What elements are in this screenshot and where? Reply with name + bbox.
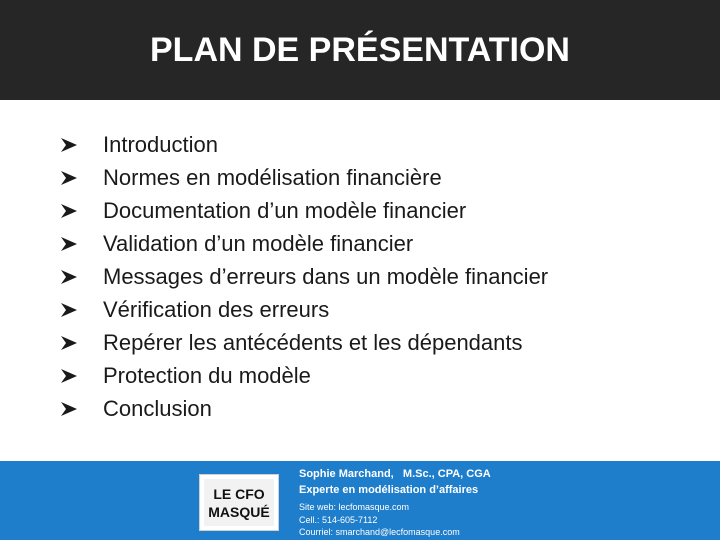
arrowhead-bullet-icon — [60, 368, 78, 384]
contact-name: Sophie Marchand, M.Sc., CPA, CGA — [299, 468, 491, 480]
title-bar — [0, 0, 720, 100]
contact-block — [299, 466, 491, 539]
logo-line-1: LE CFO — [213, 485, 265, 502]
company-logo — [199, 474, 279, 531]
arrowhead-bullet-icon — [60, 203, 78, 219]
contact-email: Courriel: smarchand@lecfomasque.com — [299, 527, 460, 537]
slide-title: PLAN DE PRÉSENTATION — [150, 31, 570, 69]
arrowhead-bullet-icon — [60, 137, 78, 153]
agenda-item-label: Documentation d’un modèle financier — [103, 198, 467, 223]
logo-line-2: MASQUÉ — [208, 503, 270, 520]
agenda-item-label: Vérification des erreurs — [103, 297, 330, 322]
contact-website: Site web: lecfomasque.com — [299, 502, 410, 512]
arrowhead-bullet-icon — [60, 302, 78, 318]
agenda-item-label: Conclusion — [103, 396, 212, 421]
arrowhead-bullet-icon — [60, 170, 78, 186]
agenda-item-label: Protection du modèle — [103, 363, 311, 388]
arrowhead-bullet-icon — [60, 401, 78, 417]
arrowhead-bullet-icon — [60, 269, 78, 285]
agenda-item-label: Introduction — [103, 132, 218, 157]
agenda-item-label: Repérer les antécédents et les dépendants — [103, 330, 523, 355]
agenda-item-label: Validation d’un modèle financier — [103, 231, 414, 256]
arrowhead-bullet-icon — [60, 236, 78, 252]
arrowhead-bullet-icon — [60, 335, 78, 351]
agenda-item-label: Normes en modélisation financière — [103, 165, 442, 190]
agenda-item-label: Messages d’erreurs dans un modèle financier — [103, 264, 549, 289]
contact-role: Experte en modélisation d’affaires — [299, 484, 479, 496]
contact-phone: Cell.: 514-605-7112 — [299, 514, 378, 525]
